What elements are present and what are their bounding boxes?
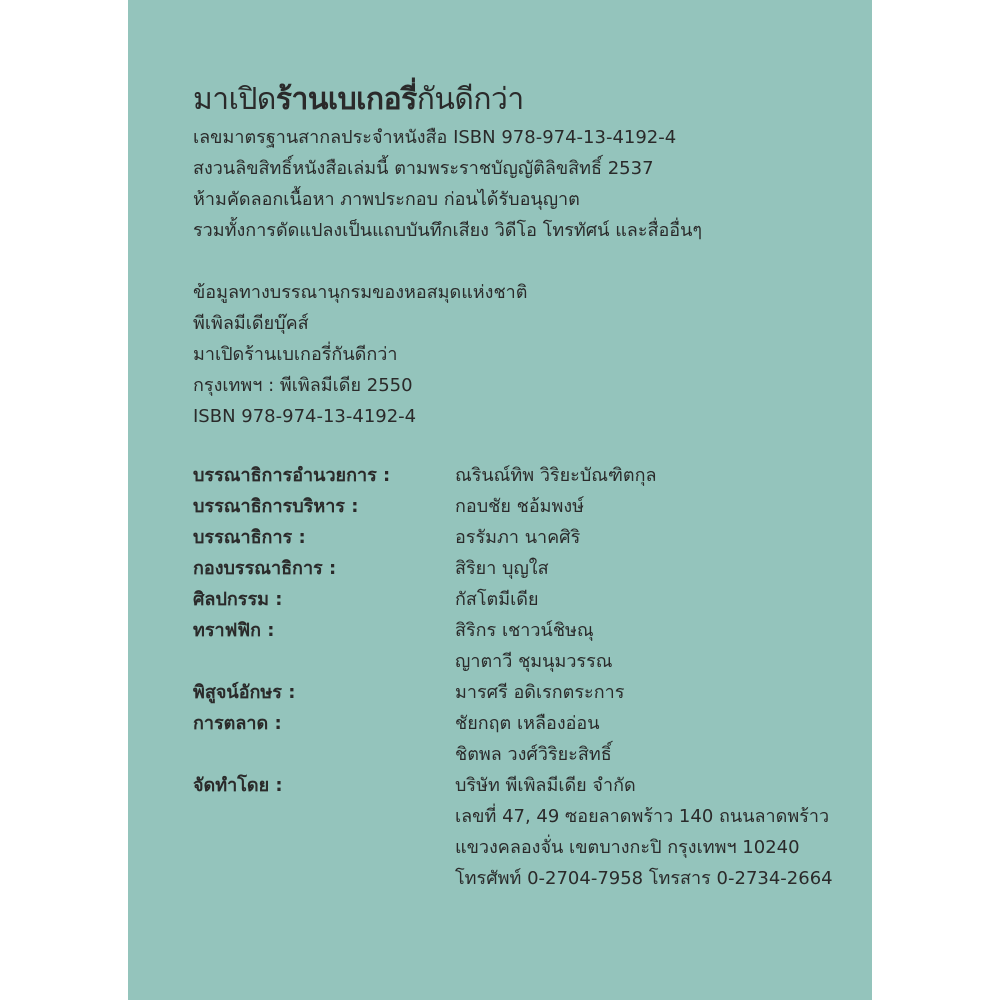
isbn-line: เลขมาตรฐานสากลประจำหนังสือ ISBN 978-974-13-4192-4 (193, 127, 677, 148)
copyright-page (128, 0, 872, 1000)
credit-value: สิริยา บุญใส (455, 558, 549, 579)
credit-value: เลขที่ 47, 49 ซอยลาดพร้าว 140 ถนนลาดพร้าว (455, 806, 830, 827)
credits-list (193, 460, 853, 894)
no-copy-line: ห้ามคัดลอกเนื้อหา ภาพประกอบ ก่อนได้รับอนุญาต (193, 189, 580, 210)
catalog-title: มาเปิดร้านเบเกอรี่กันดีกว่า (193, 344, 398, 365)
credit-value: แขวงคลองจั่น เขตบางกะปิ กรุงเทพฯ 10240 (455, 837, 800, 858)
credit-row (193, 677, 853, 708)
catalog-heading: ข้อมูลทางบรรณานุกรมของหอสมุดแห่งชาติ (193, 282, 528, 303)
catalog-info (193, 277, 527, 432)
credit-value: อรรัมภา นาคศิริ (455, 527, 581, 548)
credit-value: ชิตพล วงศ์วิริยะสิทธิ์ (455, 744, 612, 765)
credit-value: มารศรี อดิเรกตระการ (455, 682, 625, 703)
credit-label: การตลาด : (193, 713, 282, 734)
credit-row (193, 460, 853, 491)
credit-label: ทราฟฟิก : (193, 620, 275, 641)
credit-value: กัสโตมีเดีย (455, 589, 539, 610)
credit-row (193, 491, 853, 522)
credit-label: ศิลปกรรม : (193, 589, 283, 610)
credit-label: บรรณาธิการอำนวยการ : (193, 465, 391, 486)
credit-label: พิสูจน์อักษร : (193, 682, 296, 703)
legal-notice (193, 122, 702, 246)
credit-row (193, 770, 853, 894)
catalog-isbn: ISBN 978-974-13-4192-4 (193, 406, 417, 427)
credit-row (193, 708, 853, 770)
credit-label: บรรณาธิการบริหาร : (193, 496, 359, 517)
copyright-line: สงวนลิขสิทธิ์หนังสือเล่มนี้ ตามพระราชบัญญัติลิขสิทธิ์ 2537 (193, 158, 654, 179)
book-title-part-2: ร้านเบเกอรี่ (275, 82, 417, 117)
book-title (193, 80, 524, 120)
catalog-publisher: กรุงเทพฯ : พีเพิลมีเดีย 2550 (193, 375, 413, 396)
credit-value: กอบชัย ชอ้มพงษ์ (455, 496, 585, 517)
adaptation-line: รวมทั้งการดัดแปลงเป็นแถบบันทึกเสียง วิดีโอ โทรทัศน์ และสื่ออื่นๆ (193, 220, 703, 241)
credit-value: บริษัท พีเพิลมีเดีย จำกัด (455, 775, 636, 796)
credit-label: กองบรรณาธิการ : (193, 558, 337, 579)
credit-row (193, 553, 853, 584)
book-title-part-1: มาเปิด (193, 82, 276, 117)
credit-row (193, 584, 853, 615)
credit-row (193, 615, 853, 677)
credit-row (193, 522, 853, 553)
book-title-part-3: กันดีกว่า (416, 82, 524, 117)
credit-label: บรรณาธิการ : (193, 527, 306, 548)
catalog-author: พีเพิลมีเดียบุ๊คส์ (193, 313, 309, 334)
credit-label: จัดทำโดย : (193, 775, 283, 796)
credit-value: โทรศัพท์ 0-2704-7958 โทรสาร 0-2734-2664 (455, 868, 833, 889)
credit-value: ณรินณ์ทิพ วิริยะบัณฑิตกุล (455, 465, 657, 486)
credit-value: ญาตาวี ชุมนุมวรรณ (455, 651, 613, 672)
credit-value: ชัยกฤต เหลืองอ่อน (455, 713, 600, 734)
credit-value: สิริกร เชาวน์ชิษณุ (455, 620, 594, 641)
